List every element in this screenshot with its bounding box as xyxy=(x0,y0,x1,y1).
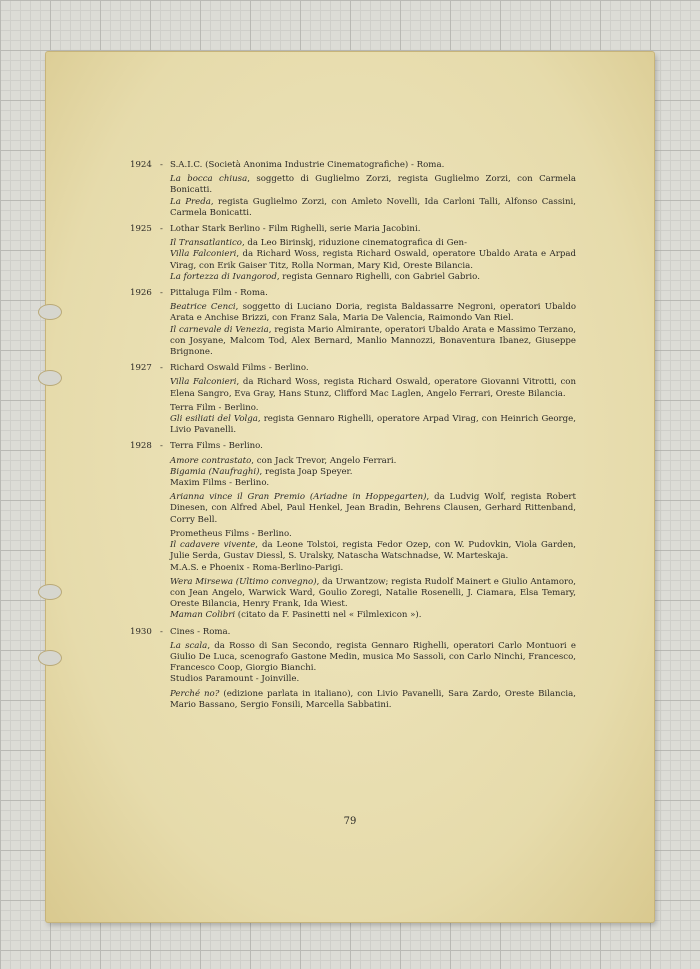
production-company-line: Maxim Films - Berlino. xyxy=(170,478,270,489)
punch-hole xyxy=(38,304,62,320)
entry-year: 1924 xyxy=(130,160,152,170)
production-company-line: M.A.S. e Phoenix - Roma-Berlino-Parigi. xyxy=(170,562,344,573)
film-title: La bocca chiusa xyxy=(170,174,248,185)
film-title: Villa Falconieri xyxy=(170,377,237,388)
production-company: Pittaluga Film - Roma. xyxy=(170,288,268,299)
film-credits-text: , da Richard Woss, regista Richard Oswald, operatore Ubaldo Arata e Arpad Virag, con Erik Gaiser Titz, Rolla Norman, Mary Kid, Oreste Bilancia. xyxy=(170,249,576,271)
film-title: Villa Falconieri xyxy=(170,249,237,260)
entry-year: 1930 xyxy=(130,626,152,637)
film-credits-text: , da Rosso di San Secondo, regista Gennaro Righelli, operatori Carlo Montuori e Giulio De Luca, scenografo Gastone Medin, musica Mo Sassoli, con Carlo Ninchi, Francesco, Francesco Coop, Giorgio Bianchi. xyxy=(170,640,577,674)
film-title: Bigamia (Naufraghi) xyxy=(170,466,260,477)
entry-year: 1927 xyxy=(130,363,152,374)
film-title: Arianna vince il Gran Premio (Ariadne in Hoppegarten) xyxy=(170,492,427,503)
film-credit xyxy=(170,610,576,621)
film-title: Il cadavere vivente xyxy=(170,540,256,551)
film-credits-text: , regista Joap Speyer. xyxy=(259,466,353,477)
year-separator: - xyxy=(160,441,163,452)
film-credit xyxy=(170,467,576,478)
film-credits-text: (citato da F. Pasinetti nel « Filmlexicon »). xyxy=(235,610,422,621)
entry-year: 1926 xyxy=(130,288,152,299)
film-credit xyxy=(170,577,576,611)
entry-body xyxy=(170,441,576,621)
film-credits-text: , da Ludvig Wolf, regista Robert Dinesen, con Alfred Abel, Paul Henkel, Jean Bradin, Behrens Clausen, Gerhard Rittenband, Corry Bell. xyxy=(170,492,576,525)
film-credit xyxy=(170,540,576,562)
punch-hole xyxy=(38,584,62,600)
punch-hole xyxy=(38,370,62,386)
film-credit xyxy=(170,414,576,436)
film-credit xyxy=(170,641,576,675)
film-credit xyxy=(170,377,576,399)
film-credits-text: , da Leo Birinskj, riduzione cinematografica di Gen- xyxy=(241,238,467,249)
production-company: Terra Films - Berlino. xyxy=(170,441,263,452)
production-company: Cines - Roma. xyxy=(170,626,231,637)
filmography-text xyxy=(130,160,576,716)
film-title: Perché no? xyxy=(170,688,220,699)
entry-body xyxy=(170,288,576,358)
film-credits-text: , regista Gennaro Righelli, operatore Arpad Virag, con Heinrich George, Livio Pavanelli. xyxy=(170,414,576,436)
year-separator: - xyxy=(160,224,163,235)
film-credits-text: , da Leone Tolstoi, regista Fedor Ozep, con W. Pudovkin, Viola Garden, Julie Serda, Gustav Diessl, S. Uralsky, Natascha Watschnadse, W. Marteskaja. xyxy=(170,540,576,562)
film-credit xyxy=(170,325,576,359)
film-title: Il carnevale di Venezia xyxy=(170,324,269,335)
production-company-line: Studios Paramount - Joinville. xyxy=(170,674,300,685)
film-credits-text: , soggetto di Guglielmo Zorzi, regista Guglielmo Zorzi, con Carmela Bonicatti. xyxy=(170,174,576,196)
entry-body xyxy=(170,224,576,283)
year-separator: - xyxy=(160,626,163,637)
filmography-entry xyxy=(130,627,576,711)
entry-body xyxy=(170,627,576,711)
film-credit xyxy=(170,272,576,283)
film-credit xyxy=(170,249,576,271)
film-credit xyxy=(170,302,576,324)
page-number: 79 xyxy=(343,816,357,827)
film-title: Wera Mirsewa (Ultimo convegno) xyxy=(170,576,317,587)
entry-body xyxy=(170,160,576,219)
filmography-entry xyxy=(130,160,576,219)
film-title: Gli esiliati del Volga xyxy=(170,414,258,425)
filmography-entry xyxy=(130,363,576,436)
film-title: Beatrice Cenci xyxy=(170,302,236,313)
film-credits-text: , da Urwantzow; regista Rudolf Mainert e Giulio Antamoro, con Jean Angelo, Warwick Ward, Goulio Zoregi, Natalie Rosenelli, J. Ciamara, Elsa Temary, Oreste Bilancia, Henry Frank, Ida Wiest. xyxy=(170,576,577,610)
film-title: Amore contrastato xyxy=(170,455,252,466)
film-credits-text: , con Jack Trevor, Angelo Ferrari. xyxy=(251,455,397,466)
film-credits-text: , regista Gennaro Righelli, con Gabriel Gabrio. xyxy=(276,271,480,282)
film-credit xyxy=(170,238,576,249)
production-company: Richard Oswald Films - Berlino. xyxy=(170,363,309,374)
film-title: Il Transatlantico xyxy=(170,238,242,249)
film-credits-text: , soggetto di Luciano Doria, regista Baldassarre Negroni, operatori Ubaldo Arata e Anchise Brizzi, con Franz Sala, Maria De Valencia, Raimondo Van Riel. xyxy=(170,302,576,324)
film-credits-text: , regista Mario Almirante, operatori Ubaldo Arata e Massimo Terzano, con Josyane, Malcom Tod, Alex Bernard, Manlio Mannozzi, Bonaventura Ibanez, Giuseppe Brignone. xyxy=(170,324,577,358)
film-credit xyxy=(170,456,576,467)
production-company-line: Terra Film - Berlino. xyxy=(170,402,259,413)
film-title: La fortezza di Ivangorod xyxy=(170,271,277,282)
year-separator: - xyxy=(160,288,163,299)
filmography-entry xyxy=(130,288,576,358)
year-separator: - xyxy=(160,363,163,374)
film-credit xyxy=(170,492,576,526)
film-credit xyxy=(170,197,576,219)
film-title: Maman Colibri xyxy=(170,610,236,621)
punch-hole xyxy=(38,650,62,666)
filmography-entry xyxy=(130,441,576,621)
document-page xyxy=(46,52,654,922)
film-title: La scala xyxy=(170,640,208,651)
film-credits-text: (edizione parlata in italiano), con Livio Pavanelli, Sara Zardo, Oreste Bilancia, Mario Bassano, Sergio Fonsili, Marcella Sabbatini. xyxy=(170,688,576,710)
film-credits-text: , da Richard Woss, regista Richard Oswald, operatore Giovanni Vitrotti, con Elena Sangro, Eva Gray, Hans Stunz, Clifford Mac Laglen, Angelo Ferrari, Oreste Bilancia. xyxy=(170,377,576,399)
production-company: Lothar Stark Berlino - Film Righelli, serie Maria Jacobini. xyxy=(170,224,421,235)
film-title: La Preda xyxy=(170,196,211,207)
entry-year: 1925 xyxy=(130,224,152,235)
film-credits-text: , regista Guglielmo Zorzi, con Amleto Novelli, Ida Carloni Talli, Alfonso Cassini, Carmela Bonicatti. xyxy=(170,196,576,218)
entry-year: 1928 xyxy=(130,441,152,452)
filmography-entry xyxy=(130,224,576,283)
entry-body xyxy=(170,363,576,436)
film-credit xyxy=(170,174,576,196)
year-separator: - xyxy=(160,160,163,170)
production-company-line: Prometheus Films - Berlino. xyxy=(170,528,292,539)
production-company: S.A.I.C. (Società Anonima Industrie Cinematografiche) - Roma. xyxy=(170,160,445,170)
film-credit xyxy=(170,689,576,711)
